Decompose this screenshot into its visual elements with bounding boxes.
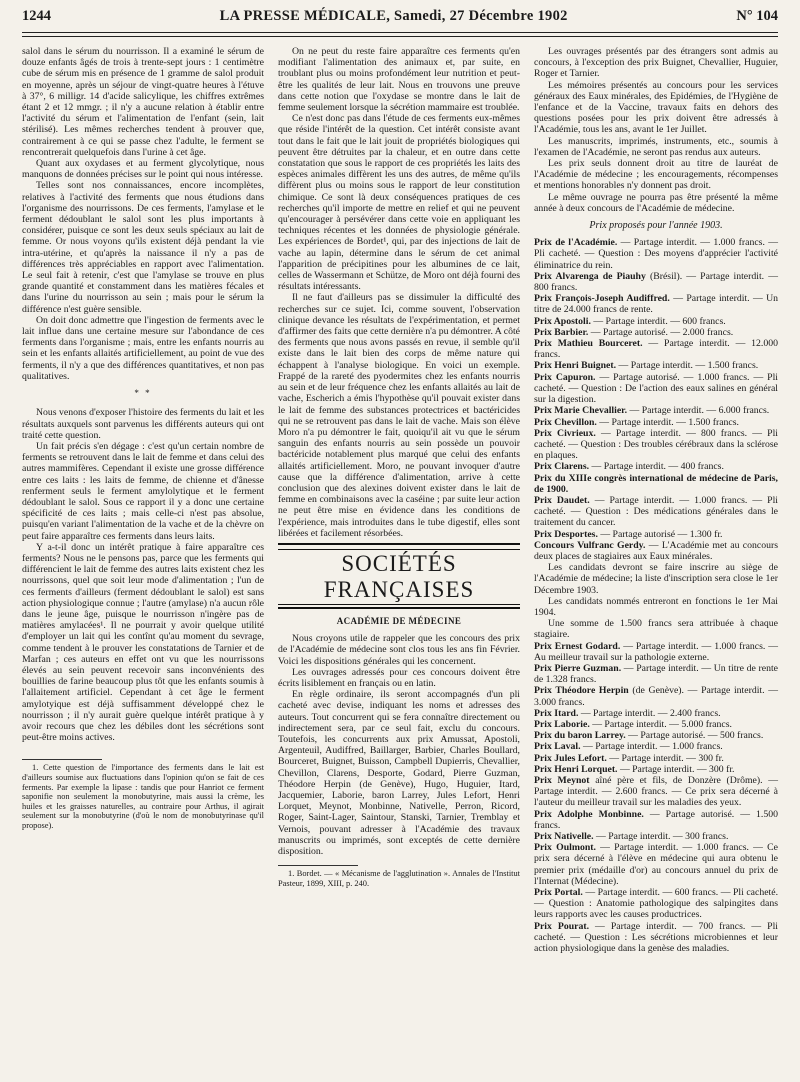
prize-entry (534, 405, 778, 416)
prize-name: Prix Pourat. (534, 920, 590, 932)
prize-entry (534, 417, 778, 428)
paragraph: Les prix seuls donnent droit au titre de lauréat de l'Académie de médecine ; les encouragements, récompenses et mentions honorables n'y donnent pas droit. (534, 158, 778, 192)
prize-details: (de Genève). — Partage interdit. — 3.000 francs. (534, 685, 778, 708)
prize-entry (534, 271, 778, 293)
column-left (22, 46, 264, 831)
prize-details: — Partage interdit. — 400 francs. (589, 461, 724, 473)
prize-entry (534, 831, 778, 842)
prize-details: — Partage interdit. — Un titre de rente de 1.328 francs. (534, 662, 778, 686)
prize-details: — L'Académie met au concours deux places de stagiaires aux Eaux minérales. (534, 539, 778, 562)
prize-name: Prix Henri Lorquet. (534, 763, 618, 775)
prize-name: Prix Clarens. (534, 461, 590, 473)
page-number: 1244 (22, 8, 51, 24)
prize-name: Prix Alvarenga de Piauhy (534, 270, 646, 282)
prize-name: Prix Jules Lefort. (534, 752, 607, 764)
prize-name: Prix Nativelle. (534, 831, 594, 843)
prize-entry (534, 730, 778, 741)
prize-details: — Partage interdit. — 12.000 francs. (534, 338, 778, 361)
prize-details: — Partage interdit. — 5.000 francs. (589, 718, 732, 730)
paragraph: Les mémoires présentés au concours pour les services généraux des Eaux minérales, des Epidémies, de l'Hygiène de l'enfance et de la Vaccine, travaux faits en dehors des questions posées pour les prix doivent être adressés à l'Académie, tous les ans, avant le 1er Juillet. (534, 79, 778, 136)
prize-details: — Partage autorisé. — 1.500 francs. (534, 808, 778, 831)
asterism: * * (134, 388, 152, 399)
prize-details: — Partage interdit. — 300 francs. (593, 831, 729, 843)
prize-entry (534, 741, 778, 752)
prize-details: — Partage interdit. — 1.000 francs. — Pli cacheté. — Question : Des médications générales dans le traitement du cancer. (534, 494, 778, 529)
footnote-rule (278, 865, 358, 866)
section-banner (278, 543, 520, 609)
footnote-text: 1. Bordet. — « Mécanisme de l'agglutination ». Annales de l'Institut Pasteur, 1899, XIII, p. 240. (278, 869, 520, 888)
prize-list (534, 237, 778, 562)
prize-details: — Partage autorisé. — 500 francs. (625, 730, 764, 742)
paragraph: On doit donc admettre que l'ingestion de ferments avec le lait influe dans une certaine mesure sur l'abondance de ces ferments dans l'organisme ; mais, entre les enfants nourris au sein et les enfants allaités artificiellement, au point de vue des ferments, il n'y a que des différences quantitatives, et non pas qualitatives. (22, 314, 264, 382)
prize-entry (534, 809, 778, 831)
prizes-heading: Prix proposés pour l'année 1903. (589, 220, 723, 232)
prize-name: Prix Desportes. (534, 528, 598, 540)
paragraph: Les candidats nommés entreront en fonctions le 1er Mai 1904. (534, 595, 778, 618)
page-header (22, 8, 778, 30)
prize-entry (534, 372, 778, 406)
paragraph: Nous croyons utile de rappeler que les concours des prix de l'Académie de médecine sont clos tous les ans fin Février. Voici les dispositions générales qui les concernent. (278, 633, 520, 667)
prize-entry (534, 764, 778, 775)
prize-entry (534, 540, 778, 562)
footnote-rule (22, 759, 102, 760)
paragraph: Telles sont nos connaissances, encore incomplètes, relatives à l'activité des ferments que nous étudions dans l'organisme des nourrissons. De ces ferments, l'amylase et le ferment dédoublant le salol sont les plus importants à considérer, puisque ce sont les deux seuls spéciaux au lait de femme. Or nous voyons qu'ils existent déjà pendant la vie intra-utérine, et qu'après la naissance il n'y a pas de différences très appréciables en rapport avec l'alimentation. Le seul fait à retenir, c'est que l'amylase se trouve en plus grande quantité et constamment dans les matières fécales et dans l'urine du nourrisson au sein ; mais pour le sérum la différence n'est guère sensible. (22, 180, 264, 315)
prize-details: — Partage interdit. — Un titre de 24.000 francs de rente. (534, 293, 778, 316)
prize-details: — Partage interdit. — 1.000 francs. — Pli cacheté. — Question : Des moyens d'apprécier l'activité éliminatrice du rein. (534, 237, 778, 271)
prize-entry (534, 887, 778, 921)
prize-name: Prix Chevillon. (534, 416, 597, 428)
prize-details: — Partage autorisé. — 1.000 francs. — Pli cacheté. — Question : De l'action des eaux salines en général sur la digestion. (534, 371, 778, 406)
prize-name: Prix du XIIIe congrès international de médecine de Paris, de 1900. (534, 472, 778, 495)
academy-heading: ACADÉMIE DE MÉDECINE (336, 615, 462, 626)
column-middle (278, 46, 520, 888)
prize-entry (534, 921, 778, 955)
column-right (534, 46, 778, 954)
prize-name: Prix Laval. (534, 741, 581, 753)
footnote (278, 869, 520, 888)
paragraph: Un fait précis s'en dégage : c'est qu'un certain nombre de ferments se retrouvent dans le lait de femme et dans celui des autres mammifères. Cependant il existe une grosse différence entre ces laits : les laits de femme, de chienne et d'ânesse renferment seuls le ferment amylolytique et le ferment dédoublant le salol. Sous ce rapport il y a donc une certaine spécificité de ces laits ; mais celle-ci n'est pas absolue, puisqu'en variant l'alimentation de la vache et de la chèvre on peut faire apparaître ces ferments dans leurs laits. (22, 440, 264, 542)
prize-name: Prix Théodore Herpin (534, 685, 629, 697)
header-rule-thin (22, 36, 778, 37)
prize-details: — Partage interdit. — 600 francs. (590, 315, 726, 327)
prize-name: Prix Ernest Godard. (534, 640, 621, 652)
prize-name: Prix François-Joseph Audiffred. (534, 293, 670, 305)
footnote-text: 1. Cette question de l'importance des ferments dans le lait est d'ailleurs soumise aux fluctuations dans l'opinion qu'on se fait de ces ferments. Par exemple la lipase : tandis que pour Hanriot ce ferment saponifie non seulement la monobutyrine, mais aussi la crème, les huiles et les graisses naturelles, au contraire pour Arthus, il agirait seulement sur la monobutyrine (d'où le nom de monobutyrinase qu'il propose). (22, 763, 264, 830)
paragraph: Nous venons d'exposer l'histoire des ferments du lait et les résultats auxquels sont parvenus les différents auteurs qui ont traité cette question. (22, 407, 264, 441)
prize-details: — Partage interdit. — 1.000 francs. (580, 741, 723, 753)
prize-entry (534, 719, 778, 730)
prize-entry (534, 842, 778, 887)
prize-details: aîné père et fils, de Donzère (Drôme). — Partage interdit. — 2.600 francs. — Ce prix sera décerné à l'auteur du meilleur travail sur les maladies des yeux. (534, 775, 778, 809)
prize-name: Prix Pierre Guzman. (534, 662, 622, 674)
footnote (22, 763, 264, 830)
prize-details: — Partage autorisé. — 2.000 francs. (588, 326, 734, 338)
paragraph: Les ouvrages présentés par des étrangers sont admis au concours, à l'exception des prix Buignet, Chevallier, Huguier, Roger et Tarnier. (534, 46, 778, 80)
prize-entry (534, 327, 778, 338)
paragraph: Les manuscrits, imprimés, instruments, etc., soumis à l'examen de l'Académie, ne seront pas rendus aux auteurs. (534, 135, 778, 158)
prize-name: Prix Daudet. (534, 494, 590, 506)
prize-details: — Partage interdit. — 600 francs. — Pli cacheté. — Question : Anatomie pathologique des salpingites dans leurs rapports avec les causes productrices. (534, 887, 779, 921)
prize-entry (534, 428, 778, 462)
prize-details: — Partage interdit. — 1.500 francs. (616, 360, 759, 372)
paragraph: En règle ordinaire, ils seront accompagnés d'un pli cacheté avec devise, indiquant les noms et adresses des auteurs. Tout concurrent qui se fera connaître directement ou indirectement sera, par ce seul fait, exclu du concours. Toutefois, les concurrents aux prix Amussat, Apostoli, Argenteuil, Audiffred, Baillarger, Barbier, Charles Boullard, Bourceret, Buignet, Buisson, Campbell Dupierris, Chevallier, Chevillon, Clarens, Desporte, Godard, Pierre Guzman, Théodore Herpin (de Genève), Hugo, Huguier, Itard, Jacquemier, Laborie, baron Larrey, Jules Lefort, Henri Lorquet, Meynot, Monbinne, Nativelle, Perron, Ricord, Roger, Saint-Lager, Saintour, Stanski, Tarnier, Tremblay et Vernois, pouvant adresser à l'Académie des travaux manuscrits ou imprimés, sont exceptés de cette dernière disposition. (278, 689, 520, 857)
prize-entry (534, 338, 778, 360)
prize-entry (534, 360, 778, 371)
prize-entry (534, 293, 778, 315)
prize-entry (534, 473, 778, 495)
prize-name: Prix Laborie. (534, 718, 590, 730)
prize-details: — Partage interdit. — 1.000 francs. — Au meilleur travail sur la pathologie externe. (534, 640, 778, 663)
paragraph: On ne peut du reste faire apparaître ces ferments qu'en modifiant l'alimentation des animaux et, par suite, en troublant plus ou moins profondément leur nutrition et peut-être les qualités de leur lait. Nous en trouvons une preuve dans cette notion que l'oxydase se montre dans le lait de femme seulement lorsque la sécrétion mammaire est troublée. (278, 46, 520, 114)
prize-name: Prix de l'Académie. (534, 237, 618, 249)
prize-name: Prix Adolphe Monbinne. (534, 808, 644, 820)
prize-name: Prix Portal. (534, 887, 583, 899)
prize-details: — Partage interdit. — 6.000 francs. (627, 405, 770, 417)
prize-entry (534, 641, 778, 663)
prize-details: — Partage interdit. — 800 francs. — Pli cacheté. — Question : Des troubles cérébraux dans la sclérose en plaques. (534, 427, 779, 462)
issue-number: N° 104 (736, 8, 778, 24)
prize-name: Prix Meynot (534, 775, 590, 786)
prize-entry (534, 461, 778, 472)
prize-name: Prix Marie Chevallier. (534, 405, 628, 417)
prize-details: — Partage interdit. — 700 francs. — Pli cacheté. — Question : Les sécrétions microbiennes et leur action physiologique dans la genèse des maladies. (534, 920, 778, 955)
prize-entry (534, 529, 778, 540)
prize-name: Prix Henri Buignet. (534, 360, 617, 372)
prize-name: Prix du baron Larrey. (534, 730, 626, 742)
prize-details: — Partage interdit. — 1.500 francs. (596, 416, 739, 428)
paragraph: Une somme de 1.500 francs sera attribuée à chaque stagiaire. (534, 618, 778, 641)
prize-entry (534, 237, 778, 271)
prize-list (534, 641, 778, 955)
prize-entry (534, 495, 778, 529)
journal-title: LA PRESSE MÉDICALE, Samedi, 27 Décembre 1902 (219, 8, 568, 24)
paragraph: Le même ouvrage ne pourra pas être présenté la même année à deux concours de l'Académie de médecine. (534, 191, 778, 214)
header-rule (22, 32, 778, 33)
section-stars (22, 388, 264, 399)
prize-entry (534, 685, 778, 707)
prize-details: — Partage interdit. — 1.000 francs. — Ce prix sera décerné à l'élève en médecine qui aura obtenu le premier prix (médaille d'or) au concours annuel du prix de l'Internat (Médecine). (534, 842, 779, 887)
prize-details: — Partage interdit. — 300 fr. (617, 763, 735, 775)
prize-name: Concours Vulfranc Gerdy. (534, 539, 646, 551)
paragraph: Y a-t-il donc un intérêt pratique à faire apparaître ces ferments? Nous ne le pensons pas, parce que les ferments qui différencient le lait de femme des autres laits existent chez les nourrissons, quel que soit leur mode d'alimentation ; l'un de ces ferments d'ailleurs (ferment dédoublant le salol) est sans action physiologique connue ; l'autre (amylase) n'a aucun rôle dans le jeune âge, puisque le nourrisson n'ingère pas de matières amylacées¹. Il ne pourrait y avoir quelque utilité d'employer un lait qui les contînt qu'au moment du sevrage, comme tendent à le prouver les constatations de Tarnier et de Marfan ; ces auteurs en effet ont vu que les nourrissons élevés au sein peuvent recevoir sans inconvénients des bouillies de farine beaucoup plus tôt que les enfants soumis à l'allaitement artificiel. Cependant à cet âge le ferment amylotyique est déjà suffisamment développé chez le nourrisson ; il n'y aurait guère quelque intérêt pratique à y avoir recours que chez les débiles dont les sécrétions sont peut-être moins actives. (22, 541, 264, 744)
prize-details: (Brésil). — Partage interdit. — 800 francs. (534, 270, 778, 294)
prize-entry (534, 663, 778, 685)
prize-name: Prix Mathieu Bourceret. (534, 338, 643, 350)
paragraph: Les ouvrages adressés pour ces concours doivent être écrits lisiblement en français ou en latin. (278, 666, 520, 689)
paragraph: Ce n'est donc pas dans l'étude de ces ferments eux-mêmes que réside l'intérêt de la question. Cet intérêt consiste avant tout dans le fait que le lait jouit de propriétés biologiques qui peuvent être détruites par la chaleur, et en outre dans cette constatation que sous le rapport de ces propriétés les laits des espèces animales diffèrent les uns des autres, de même qu'ils diffèrent plus ou moins sous le rapport de leur constitution chimique. Ce sont là deux conséquences pratiques de ces recherches qu'il importe de mettre en relief et qui ne peuvent qu'encourager à persévérer dans cette voie en appliquant les techniques récentes et les données de physiologie générale. Les expériences de Bordet¹, qui, par des injections de lait de vache au lapin, détermine dans le sérum de cet animal l'apparition de précipitines pour les albumines de ce lait, celles de Wassermann et Schütze, de Moro ont déjà fourni des résultats intéressants. (278, 113, 520, 293)
prize-name: Prix Barbier. (534, 326, 589, 338)
prize-name: Prix Oulmont. (534, 842, 596, 854)
prize-details: — Partage interdit. — 2.400 francs. (578, 707, 721, 719)
section-title: SOCIÉTÉS FRANÇAISES (278, 549, 520, 605)
prize-name: Prix Itard. (534, 707, 579, 719)
prize-details: — Partage interdit. — 300 fr. (606, 752, 724, 764)
paragraph: Quant aux oxydases et au ferment glycolytique, nous manquons de données précises sur le point qui nous intéresse. (22, 158, 264, 181)
paragraph: salol dans le sérum du nourrisson. Il a examiné le sérum de douze enfants âgés de trois à trente-sept jours : 1 centimètre cube de sérum mis en présence de 1 gramme de salol produit en moyenne, après un séjour de vingt-quatre heures à l'étuve à 37°, 6 milligr. 14 d'acide salicylique, les chiffres extrêmes étant 2 et 12 mmgr. ; il n'y a aucune relation à établir entre l'activité du sérum et l'alimentation de l'enfant (sein, lait stérilisé). Les mêmes recherches tendent à prouver que, contrairement à ce qui se passe chez l'adulte, le ferment se rencontrerait quelquefois dans l'urine à cet âge. (22, 46, 264, 158)
paragraph: Les candidats devront se faire inscrire au siège de l'Académie de médecine; la liste d'inscription sera close le 1er Décembre 1903. (534, 562, 778, 596)
prize-entry (534, 316, 778, 327)
paragraph: Il ne faut d'ailleurs pas se dissimuler la difficulté des recherches sur ce sujet. Ici, comme souvent, l'observation clinique devance les résultats de l'expérimentation, et permet d'affirmer des faits que cette dernière n'a pu démontrer. A côté des ferments que nous avons passés en revue, il semble qu'il existe dans le lait bien des corps de même nature qui échappent à l'analyse biologique. En voici un exemple. Frappé de la rareté des pyodermites chez les enfants nourris au sein et de leur fréquence chez les enfants allaités au lait de vache, Escherich a émis l'hypothèse qu'il pouvait exister dans le lait de femme des substances protectrices et bactéricides qui ne se retrouvent pas dans le lait de vache. Mais son élève Moro n'a pu démontrer le fait, quoiqu'il ait vu que le sérum sanguin des enfants nourris au sein possède un pouvoir bactéricide notablement plus marqué que celui des enfants allaités artificiellement. Moro, ne pouvant invoquer d'autre cause que la différence d'alimentation, arrive à cette conclusion que des alexines doivent exister dans le lait de femme en combinaisons avec la caséine ; par suite leur action ne peut être mise en évidence dans les conditions de l'expérience, mais introduites dans le tube digestif, elles sont libérées et facilement résorbées. (278, 292, 520, 539)
prize-details: — Partage autorisé — 1.300 fr. (597, 528, 723, 540)
prize-entry (534, 775, 778, 809)
prize-name: Prix Apostoli. (534, 315, 591, 327)
prize-name: Prix Capuron. (534, 371, 596, 383)
prize-name: Prix Civrieux. (534, 427, 596, 439)
prize-entry (534, 753, 778, 764)
prize-entry (534, 708, 778, 719)
